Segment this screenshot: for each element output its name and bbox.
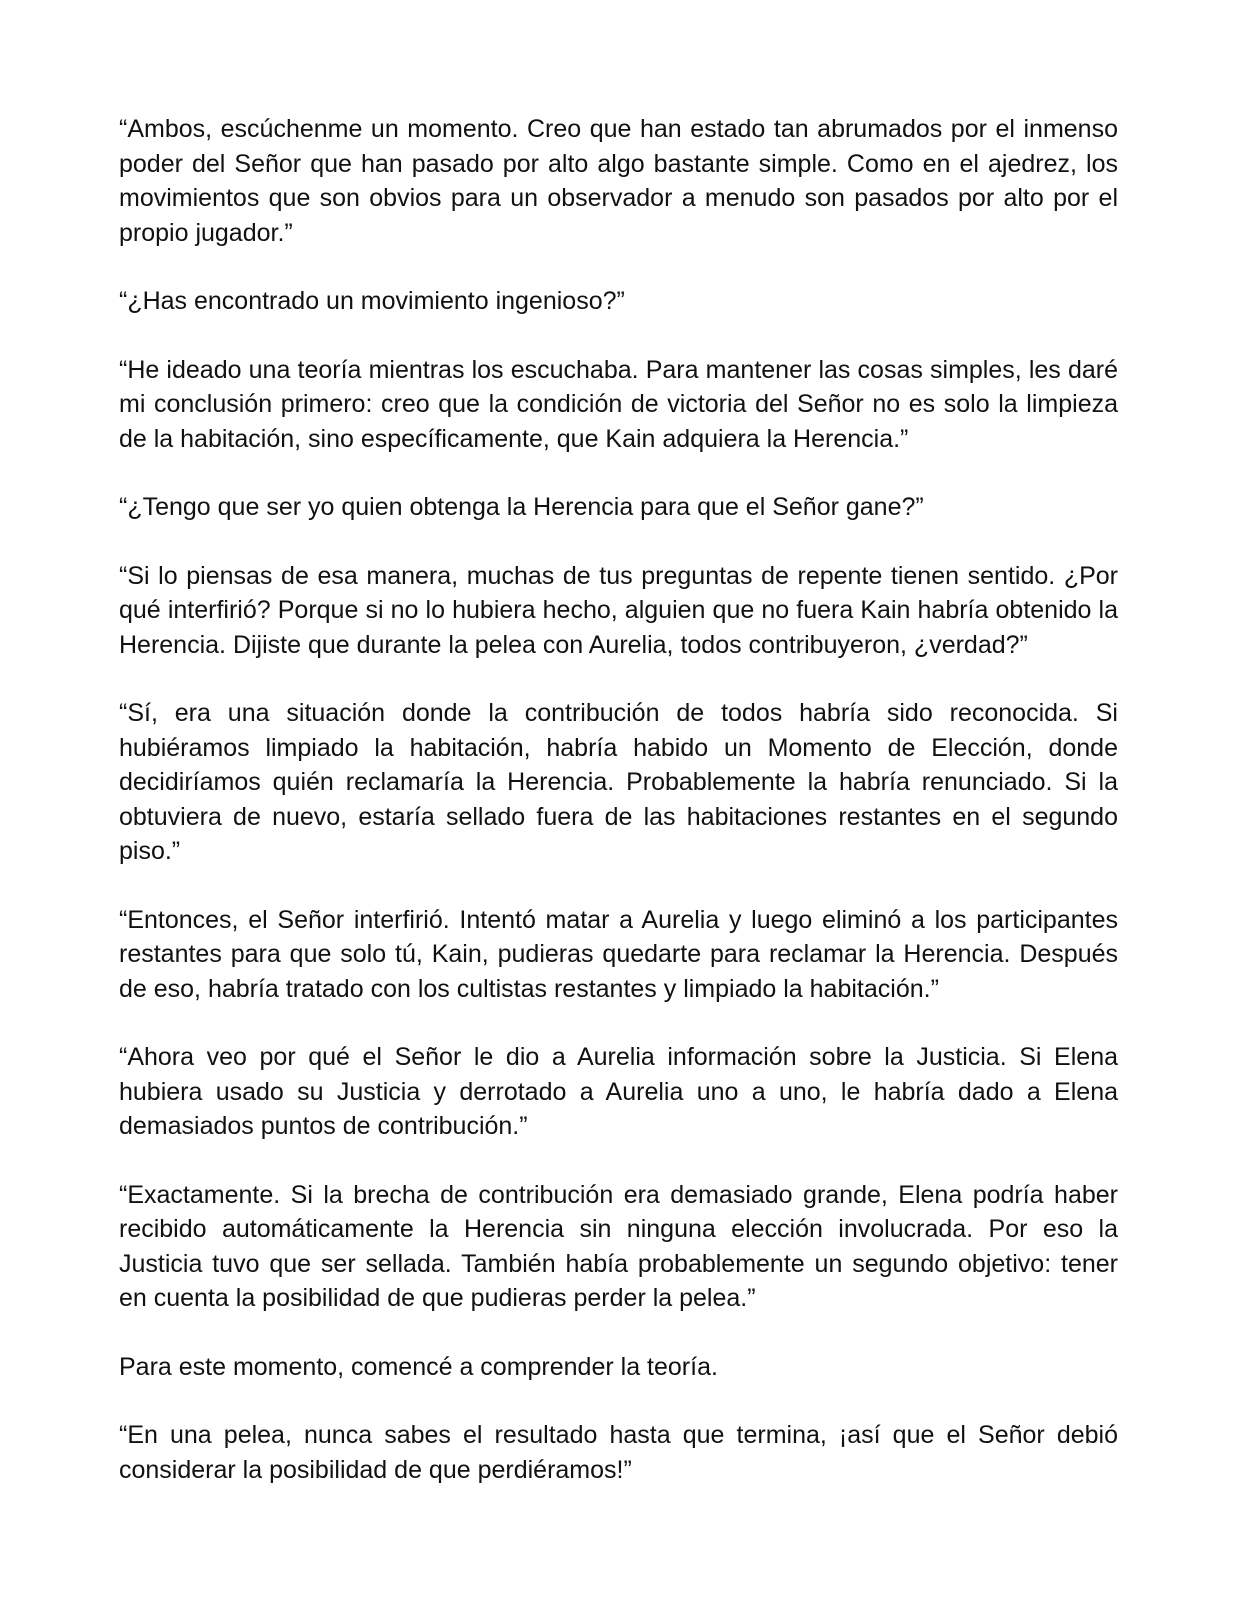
paragraph-1: “Ambos, escúchenme un momento. Creo que han estado tan abrumados por el inmenso poder del Señor que han pasado por alto algo bastante simple. Como en el ajedrez, los movimientos que son obvios para un observador a menudo son pasados por alto por el propio jugador.” bbox=[119, 115, 1118, 247]
paragraph-8: “Ahora veo por qué el Señor le dio a Aurelia información sobre la Justicia. Si Elena hubiera usado su Justicia y derrotado a Aurelia uno a uno, le habría dado a Elena demasiados puntos de contribución.” bbox=[119, 1043, 1118, 1140]
paragraph-5: “Si lo piensas de esa manera, muchas de tus preguntas de repente tienen sentido. ¿Por qué interfirió? Porque si no lo hubiera hecho, alguien que no fuera Kain habría obtenido la Herencia. Dijiste que durante la pelea con Aurelia, todos contribuyeron, ¿verdad?” bbox=[119, 561, 1118, 659]
paragraph-11: “En una pelea, nunca sabes el resultado hasta que termina, ¡así que el Señor debió considerar la posibilidad de que perdiéramos!” bbox=[119, 1421, 1118, 1484]
paragraph-6: “Sí, era una situación donde la contribución de todos habría sido reconocida. Si hubiéramos limpiado la habitación, habría habido un Momento de Elección, donde decidiríamos quién reclamaría la Herencia. Probablemente la habría renunciado. Si la obtuviera de nuevo, estaría sellado fuera de las habitaciones restantes en el segundo piso.” bbox=[119, 699, 1118, 865]
paragraph-2: “¿Has encontrado un movimiento ingenioso?” bbox=[119, 287, 625, 315]
document-page bbox=[119, 112, 1118, 1521]
paragraph-9: “Exactamente. Si la brecha de contribución era demasiado grande, Elena podría haber recibido automáticamente la Herencia sin ninguna elección involucrada. Por eso la Justicia tuvo que ser sellada. También había probablemente un segundo objetivo: tener en cuenta la posibilidad de que pudieras perder la pelea.” bbox=[119, 1180, 1118, 1312]
paragraph-7: “Entonces, el Señor interfirió. Intentó matar a Aurelia y luego eliminó a los participantes restantes para que solo tú, Kain, pudieras quedarte para reclamar la Herencia. Después de eso, habría tratado con los cultistas restantes y limpiado la habitación.” bbox=[119, 905, 1118, 1003]
paragraph-10: Para este momento, comencé a comprender la teoría. bbox=[119, 1352, 718, 1381]
paragraph-4: “¿Tengo que ser yo quien obtenga la Herencia para que el Señor gane?” bbox=[119, 493, 924, 521]
paragraph-3: “He ideado una teoría mientras los escuchaba. Para mantener las cosas simples, les daré mi conclusión primero: creo que la condición de victoria del Señor no es solo la limpieza de la habitación, sino específicamente, que Kain adquiera la Herencia.” bbox=[119, 355, 1118, 453]
